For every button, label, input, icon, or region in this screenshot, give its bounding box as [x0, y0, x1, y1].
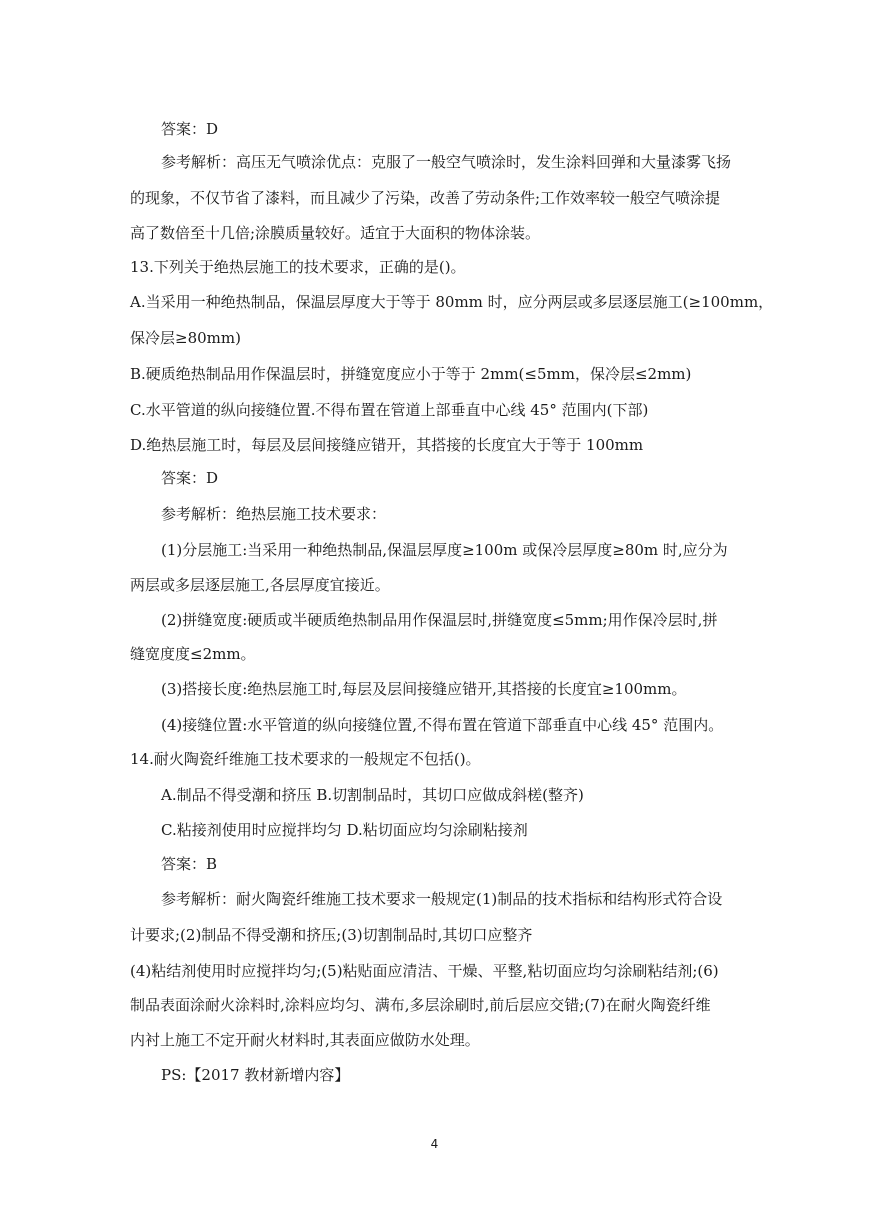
- q13-point-1-line-2: 两层或多层逐层施工,各层厚度宜接近。: [130, 576, 390, 594]
- q13-option-d: D.绝热层施工时，每层及层间接缝应错开，其搭接的长度宜大于等于 100mm: [130, 436, 644, 454]
- q12-analysis-line-1: 参考解析：高压无气喷涂优点：克服了一般空气喷涂时，发生涂料回弹和大量漆雾飞扬: [161, 153, 732, 171]
- q14-analysis-line-3: (4)粘结剂使用时应搅拌均匀;(5)粘贴面应清洁、干燥、平整,粘切面应均匀涂刷粘结剂;(6): [130, 962, 719, 980]
- q13-answer: 答案：D: [161, 469, 219, 487]
- q14-options-row-1: A.制品不得受潮和挤压 B.切割制品时，其切口应做成斜槎(整齐): [161, 786, 584, 804]
- q12-analysis-line-2: 的现象，不仅节省了漆料，而且减少了污染，改善了劳动条件;工作效率较一般空气喷涂提: [130, 189, 721, 207]
- q14-question: 14.耐火陶瓷纤维施工技术要求的一般规定不包括()。: [130, 750, 481, 768]
- q13-point-2-line-2: 缝宽度度≤2mm。: [130, 645, 256, 663]
- q13-option-c: C.水平管道的纵向接缝位置.不得布置在管道上部垂直中心线 45° 范围内(下部): [130, 401, 649, 419]
- q13-analysis-title: 参考解析：绝热层施工技术要求：: [161, 505, 387, 523]
- q14-answer: 答案：B: [161, 855, 218, 873]
- q14-analysis-line-4: 制品表面涂耐火涂料时,涂料应均匀、满布,多层涂刷时,前后层应交错;(7)在耐火陶瓷纤维: [130, 996, 711, 1014]
- q14-analysis-line-5: 内衬上施工不定开耐火材料时,其表面应做防水处理。: [130, 1031, 480, 1049]
- q12-answer: 答案：D: [161, 120, 219, 138]
- q13-point-4: (4)接缝位置:水平管道的纵向接缝位置,不得布置在管道下部垂直中心线 45° 范围内。: [161, 716, 724, 734]
- q13-point-2-line-1: (2)拼缝宽度:硬质或半硬质绝热制品用作保温层时,拼缝宽度≤5mm;用作保冷层时,拼: [161, 611, 718, 629]
- q13-point-3: (3)搭接长度:绝热层施工时,每层及层间接缝应错开,其搭接的长度宜≥100mm。: [161, 680, 687, 698]
- q13-option-a-line-1: A.当采用一种绝热制品，保温层厚度大于等于 80mm 时，应分两层或多层逐层施工(≥100mm，: [130, 293, 774, 311]
- page-number: 4: [430, 1137, 439, 1151]
- q13-option-a-line-2: 保冷层≥80mm): [130, 329, 241, 347]
- q14-options-row-2: C.粘接剂使用时应搅拌均匀 D.粘切面应均匀涂刷粘接剂: [161, 821, 528, 839]
- q14-analysis-line-1: 参考解析：耐火陶瓷纤维施工技术要求一般规定(1)制品的技术指标和结构形式符合设: [161, 890, 723, 908]
- q12-analysis-line-3: 高了数倍至十几倍;涂膜质量较好。适宜于大面积的物体涂装。: [130, 224, 541, 242]
- q14-ps-note: PS:【2017 教材新增内容】: [161, 1066, 350, 1084]
- q14-analysis-line-2: 计要求;(2)制品不得受潮和挤压;(3)切割制品时,其切口应整齐: [130, 926, 533, 944]
- q13-point-1-line-1: (1)分层施工:当采用一种绝热制品,保温层厚度≥100m 或保冷层厚度≥80m 时,应分为: [161, 541, 728, 559]
- q13-option-b: B.硬质绝热制品用作保温层时，拼缝宽度应小于等于 2mm(≤5mm，保冷层≤2mm): [130, 365, 692, 383]
- q13-question: 13.下列关于绝热层施工的技术要求，正确的是()。: [130, 258, 466, 276]
